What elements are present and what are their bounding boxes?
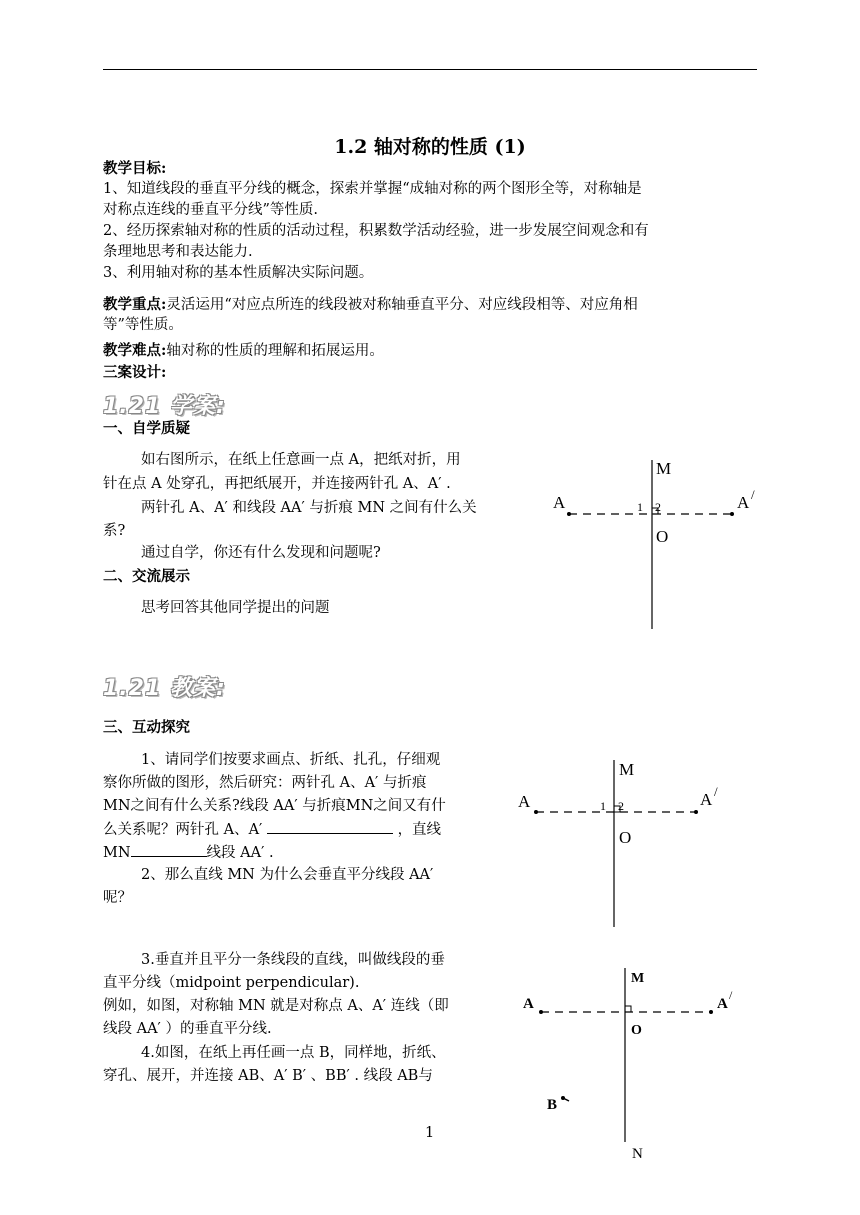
goal-line-2: 对称点连线的垂直平分线”等性质. [103,202,319,218]
angle-label-1: 1 [600,799,606,813]
key-text: 灵活运用“对应点所连的线段被对称轴垂直平分、对应线段相等、对应角相 [166,297,638,313]
fold-figure-2 [510,755,730,935]
key-line-2: 等”等性质。 [103,317,183,333]
sec3-p4-line-1: 4.如图，在纸上再任画一点 B，同样地，折纸、 [141,1045,446,1061]
label-o: O [631,1023,642,1038]
difficulty [103,340,384,362]
label-a-prime: A [737,493,750,512]
goal-line-4: 条理地思考和表达能力. [103,244,253,260]
section2-heading: 二、交流展示 [103,568,190,585]
prime-mark: / [714,784,718,799]
sec3-p1-line-3: MN之间有什么关系?线段 AA′ 与折痕MN之间又有什 [103,798,446,814]
right-angle-mark [625,1006,631,1012]
label-a-prime: A [700,790,713,809]
goal-line-1: 1、知道线段的垂直平分线的概念，探索并掌握“成轴对称的两个图形全等，对称轴是 [103,181,642,197]
difficulty-label: 教学难点: [103,342,167,359]
point-a [534,810,538,814]
line5-text-a: MN [103,845,131,861]
fold-figure-1 [545,455,760,635]
label-a: A [518,792,531,811]
sec3-p2-line-2: 呢？ [103,890,132,906]
point-a-prime [730,512,734,516]
label-m: M [631,971,645,986]
key-label: 教学重点: [103,296,167,313]
goal-line-5: 3、利用轴对称的基本性质解决实际问题。 [103,265,374,281]
label-o: O [619,828,632,847]
prime-mark: / [751,487,755,502]
sec3-p1-line-5 [103,842,274,864]
answer-blank-2[interactable] [131,842,207,857]
sec1-line-4: 系? [103,523,126,539]
point-a-prime [709,1010,713,1014]
key-points [103,294,638,316]
sec1-line-3: 两针孔 A、A′ 和线段 AA′ 与折痕 MN 之间有什么关 [141,500,477,516]
sec3-p2-line-1: 2、那么直线 MN 为什么会垂直平分线段 AA′ [141,867,434,883]
header-rule [103,69,757,70]
sec3-p3-line-3: 例如，如图，对称轴 MN 就是对称点 A、A′ 连线（即 [103,998,449,1014]
sec1-line-1: 如右图所示，在纸上任意画一点 A，把纸对折，用 [141,452,461,468]
teaching-plan-logo: 1.21 教案: [103,676,226,701]
label-m: M [656,459,672,478]
sec3-p3-line-2: 直平分线（midpoint perpendicular). [103,975,360,991]
fold-figure-3 [515,960,740,1165]
label-a: A [553,493,566,512]
goals-heading: 教学目标: [103,160,167,177]
section1-heading: 一、自学质疑 [103,420,190,437]
sec3-p3-line-1: 3.垂直并且平分一条线段的直线，叫做线段的垂 [141,952,445,968]
line5-text-b: 线段 AA′ . [206,845,274,861]
study-plan-logo: 1.21 学案: [103,394,226,419]
label-m: M [619,760,635,779]
sec3-p3-line-4: 线段 AA′ ）的垂直平分线. [103,1021,272,1037]
angle-label-1: 1 [637,500,643,514]
line4-text-b: ，直线 [397,822,442,838]
label-a: A [523,996,534,1012]
angle-label-2: 2 [655,500,661,514]
label-n: N [632,1146,643,1162]
page-title: 1.2 轴对称的性质 (1) [334,136,526,158]
label-b: B [547,1097,558,1113]
point-a-prime [694,810,698,814]
label-o: O [656,527,669,546]
angle-label-2: 2 [618,799,624,813]
point-a [567,512,571,516]
sec3-p1-line-2: 察你所做的图形，然后研究：两针孔 A、A′ 与折痕 [103,775,427,791]
page-number: 1 [425,1125,435,1141]
label-a-prime: A [717,996,728,1012]
sec1-line-5: 通过自学，你还有什么发现和问题呢? [141,545,381,561]
sec2-line-1: 思考回答其他同学提出的问题 [141,600,330,616]
sec1-line-2: 针在点 A 处穿孔，再把纸展开，并连接两针孔 A、A′ . [103,476,451,492]
difficulty-text: 轴对称的性质的理解和拓展运用。 [166,343,384,359]
answer-blank-1[interactable] [267,819,393,834]
sec3-p1-line-4 [103,819,441,841]
point-a [539,1010,543,1014]
sec3-p4-line-2: 穿孔、展开，并连接 AB、A′ B′ 、BB′ . 线段 AB与 [103,1068,433,1084]
prime-mark: / [729,988,733,1002]
design-heading: 三案设计: [103,364,167,381]
sec3-p1-line-1: 1、请同学们按要求画点、折纸、扎孔，仔细观 [141,752,441,768]
goal-line-3: 2、经历探索轴对称的性质的活动过程，积累数学活动经验，进一步发展空间观念和有 [103,223,649,239]
line4-text-a: 么关系呢？两针孔 A、A′ [103,822,263,838]
section3-heading: 三、互动探究 [103,719,190,736]
